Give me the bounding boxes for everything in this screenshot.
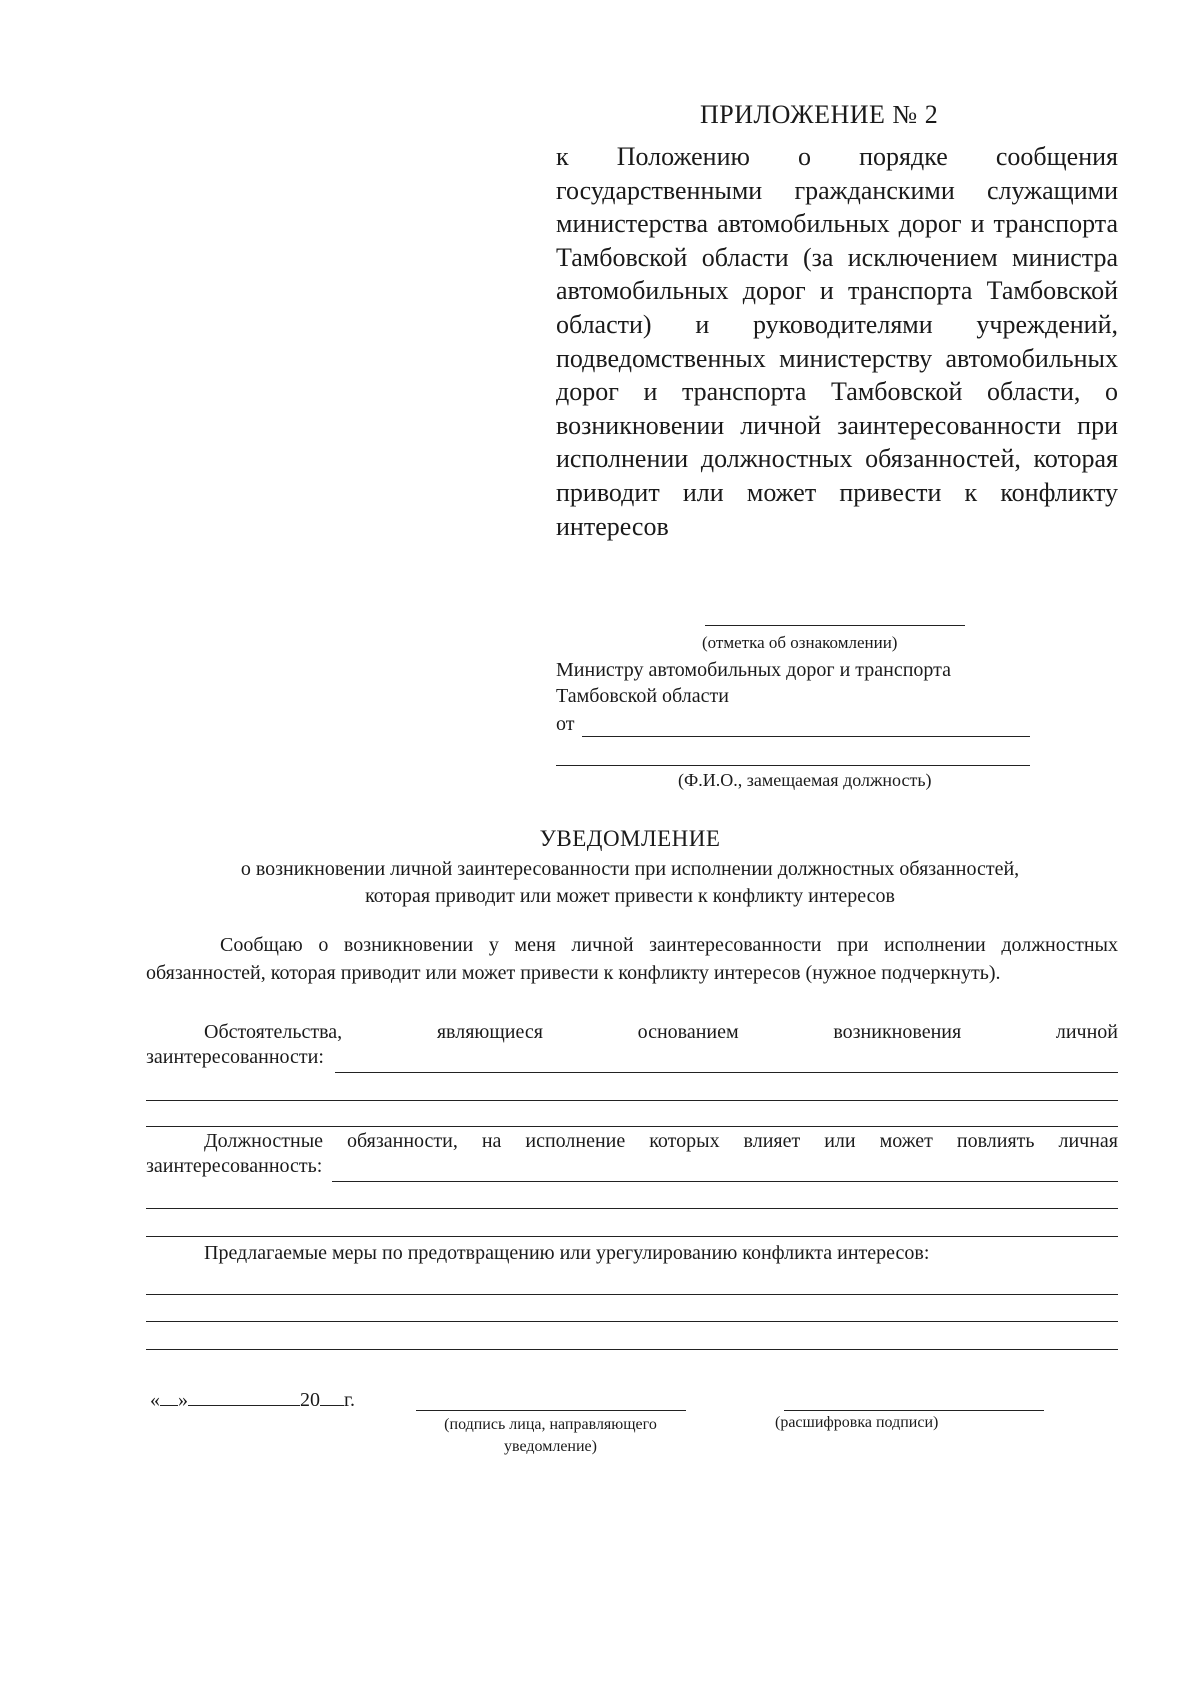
year-suffix: г.	[344, 1389, 355, 1411]
signature-input-line[interactable]	[416, 1410, 686, 1411]
signature-decode-input-line[interactable]	[784, 1410, 1044, 1411]
circumstances-label: Обстоятельства, являющиеся основанием возникновения личной	[204, 1021, 1118, 1043]
quote-open: «	[150, 1389, 160, 1411]
circumstances-tail: заинтересованности:	[146, 1046, 324, 1068]
notice-title: УВЕДОМЛЕНИЕ	[539, 826, 721, 851]
duties-tail: заинтересованность:	[146, 1155, 323, 1177]
quote-close: »	[178, 1389, 188, 1411]
acknowledgement-line	[705, 625, 965, 626]
regulation-reference: к Положению о порядке сообщения государственными гражданскими служащими министерства автомобильных дорог и транспорта Тамбовской области (за исключением министра автомобильных дорог и транспорта Тамбовской области) и руководителями учреждений, подведомственных министерству автомобильных дорог и транспорта Тамбовской области, о возникновении личной заинтересованности при исполнении должностных обязанностей, которая приводит или может привести к конфликту интересов	[556, 142, 1118, 541]
fio-caption: (Ф.И.О., замещаемая должность)	[678, 770, 932, 790]
notice-subtitle	[140, 856, 1120, 910]
duties-label: Должностные обязанности, на исполнение которых влияет или может повлиять личная	[204, 1130, 1118, 1152]
circumstances-input-line-1[interactable]	[335, 1072, 1118, 1073]
from-input-line-2[interactable]	[556, 765, 1030, 766]
measures-input-line-3[interactable]	[146, 1349, 1118, 1350]
circumstances-input-line-3[interactable]	[146, 1126, 1118, 1127]
addressee-line-1: Министру автомобильных дорог и транспорта	[556, 659, 952, 681]
measures-input-line-2[interactable]	[146, 1321, 1118, 1322]
statement-paragraph: Сообщаю о возникновении у меня личной заинтересованности при исполнении должностных обязанностей, которая приводит или может привести к конфликту интересов (нужное подчеркнуть).	[146, 934, 1118, 984]
from-label: от	[556, 713, 575, 735]
year-prefix: 20	[300, 1389, 320, 1411]
duties-input-line-3[interactable]	[146, 1236, 1118, 1237]
duties-input-line-2[interactable]	[146, 1208, 1118, 1209]
year-input[interactable]	[320, 1387, 344, 1406]
signature-caption: (подпись лица, направляющего уведомление)	[444, 1416, 657, 1455]
notice-subtitle-line-1: о возникновении личной заинтересованности при исполнении должностных обязанностей,	[240, 858, 1020, 880]
from-input-line[interactable]	[582, 736, 1030, 737]
notice-subtitle-line-2: которая приводит или может привести к конфликту интересов	[365, 885, 895, 907]
addressee-block	[556, 657, 951, 709]
measures-input-line-1[interactable]	[146, 1294, 1118, 1295]
addressee-line-2: Тамбовской области	[556, 685, 729, 707]
acknowledgement-caption: (отметка об ознакомлении)	[702, 633, 898, 652]
duties-input-line-1[interactable]	[332, 1181, 1118, 1182]
measures-label: Предлагаемые меры по предотвращению или урегулированию конфликта интересов:	[204, 1242, 930, 1264]
signature-decode-caption: (расшифровка подписи)	[775, 1414, 939, 1431]
appendix-title: ПРИЛОЖЕНИЕ № 2	[700, 100, 939, 129]
date-field	[150, 1387, 355, 1412]
month-input[interactable]	[188, 1387, 300, 1406]
circumstances-input-line-2[interactable]	[146, 1100, 1118, 1101]
day-input[interactable]	[160, 1387, 178, 1406]
